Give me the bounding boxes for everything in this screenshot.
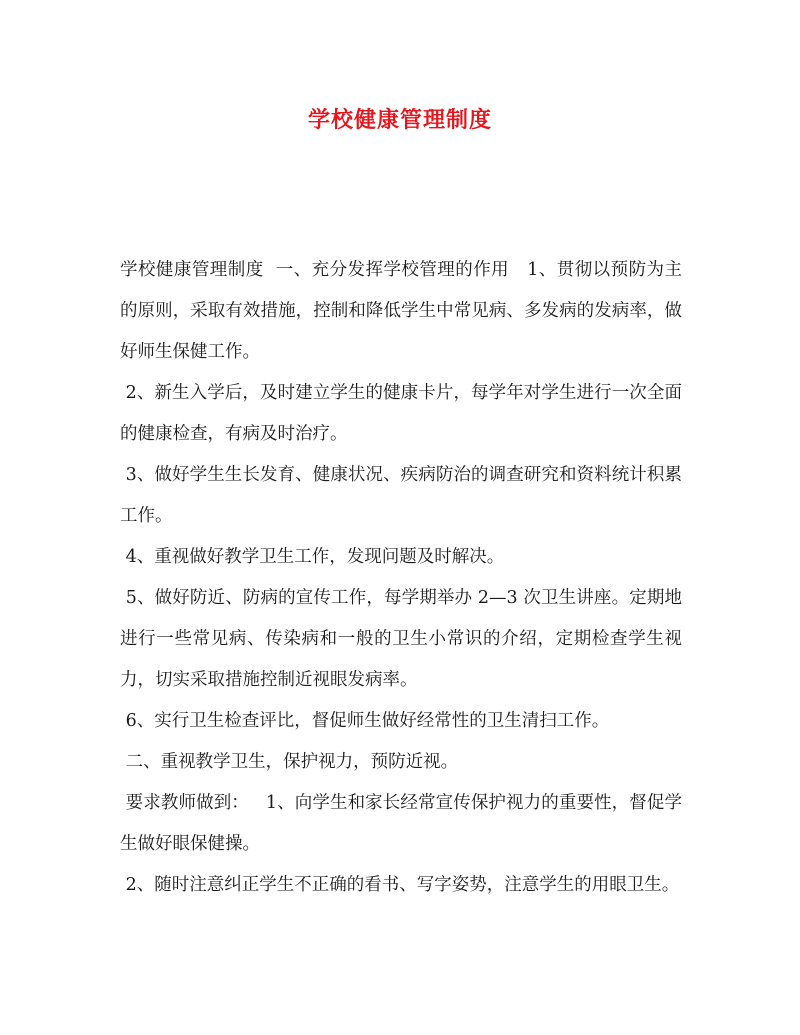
document-title: 学校健康管理制度 bbox=[307, 107, 492, 133]
paragraph-5: 5、做好防近、防病的宣传工作，每学期举办 2—3 次卫生讲座。定期地进行一些常见病、传染病和一般的卫生小常识的介绍，定期检查学生视力，切实采取措施控制近视眼发病率。 bbox=[120, 588, 682, 690]
document-body bbox=[120, 250, 682, 906]
paragraph-7: 二、重视教学卫生，保护视力，预防近视。 bbox=[120, 752, 459, 772]
paragraph-9: 2、随时注意纠正学生不正确的看书、写字姿势，注意学生的用眼卫生。 bbox=[120, 875, 680, 895]
paragraph-8: 要求教师做到： 1、向学生和家长经常宣传保护视力的重要性，督促学生做好眼保健操。 bbox=[120, 793, 682, 854]
paragraph-1: 学校健康管理制度 一、充分发挥学校管理的作用 1、贯彻以预防为主的原则，采取有效措施，控制和降低学生中常见病、多发病的发病率，做好师生保健工作。 bbox=[120, 260, 682, 362]
paragraph-3: 3、做好学生生长发育、健康状况、疾病防治的调查研究和资料统计积累工作。 bbox=[120, 465, 682, 526]
paragraph-2: 2、新生入学后，及时建立学生的健康卡片，每学年对学生进行一次全面的健康检查，有病及时治疗。 bbox=[120, 383, 682, 444]
paragraph-6: 6、实行卫生检查评比，督促师生做好经常性的卫生清扫工作。 bbox=[120, 711, 610, 731]
paragraph-4: 4、重视做好教学卫生工作，发现问题及时解决。 bbox=[120, 547, 505, 567]
